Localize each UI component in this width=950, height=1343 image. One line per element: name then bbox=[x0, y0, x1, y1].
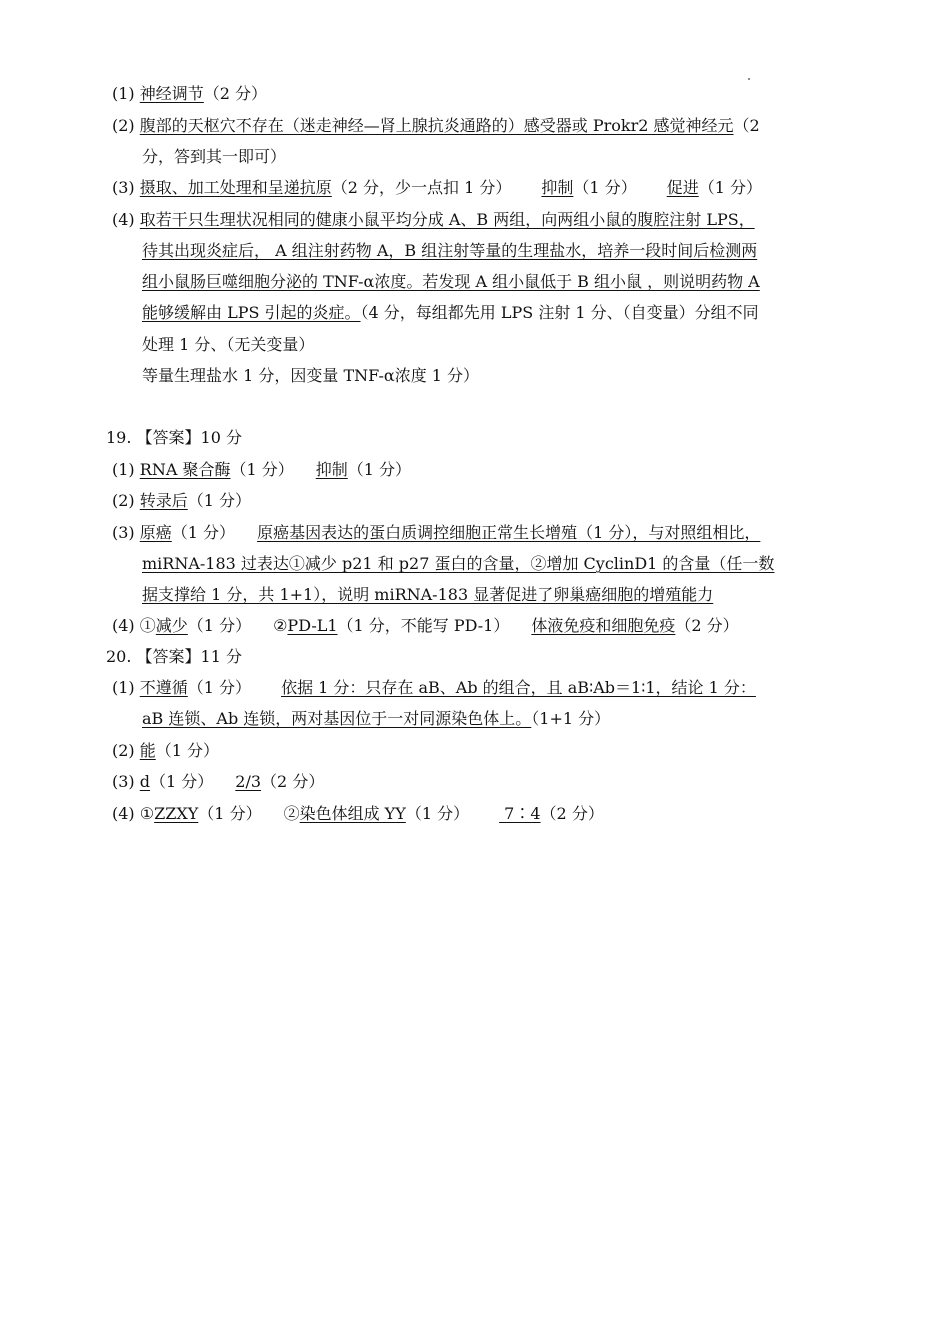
q19-part3-line2: miRNA-183 过表达①减少 p21 和 p27 蛋白的含量，②增加 CyclinD1 的含量（任一数 bbox=[142, 554, 775, 573]
answer: 不遵循 bbox=[139, 678, 188, 697]
answer: 2/3 bbox=[235, 772, 262, 791]
q20-part4: (4) ①ZZXY（1 分） ②染色体组成 YY（1 分） 7∶4（2 分） bbox=[112, 804, 604, 823]
answer: d bbox=[139, 772, 151, 791]
q20-part2: (2) 能（1 分） bbox=[112, 741, 220, 760]
q18-part4-line1: (4) 取若干只生理状况相同的健康小鼠平均分成 A、B 两组，向两组小鼠的腹腔注射 LPS， bbox=[112, 210, 755, 229]
q19-part3-line1: (3) 原癌（1 分） 原癌基因表达的蛋白质调控细胞正常生长增殖（1 分），与对照组相比， bbox=[112, 523, 761, 542]
q18-part4-line3: 组小鼠肠巨噬细胞分泌的 TNF-α浓度。若发现 A 组小鼠低于 B 组小鼠 ，则说明药物 A bbox=[142, 272, 760, 291]
answer: 能够缓解由 LPS 引起的炎症。 bbox=[142, 303, 361, 322]
answer: 染色体组成 YY bbox=[299, 804, 406, 823]
answer: 摄取、加工处理和呈递抗原 bbox=[139, 178, 332, 197]
answer: 减少 bbox=[155, 616, 188, 635]
answer: 神经调节 bbox=[139, 84, 204, 103]
answer: PD-L1 bbox=[287, 616, 338, 635]
answer: 原癌基因表达的蛋白质调控细胞正常生长增殖（1 分），与对照组相比， bbox=[257, 523, 761, 542]
q18-part3: (3) 摄取、加工处理和呈递抗原（2 分，少一点扣 1 分） 抑制（1 分） 促进（1 分） bbox=[112, 178, 762, 197]
q19-part3-line3: 据支撑给 1 分，共 1+1），说明 miRNA-183 显著促进了卵巢癌细胞的增殖能力 bbox=[142, 585, 714, 604]
q20-part3: (3) d（1 分） 2/3（2 分） bbox=[112, 772, 325, 791]
answer: 7∶4 bbox=[499, 804, 541, 823]
q19-part2: (2) 转录后（1 分） bbox=[112, 491, 252, 510]
q18-part2: (2) 腹部的天枢穴不存在（迷走神经—肾上腺抗炎通路的）感受器或 Prokr2 感觉神经元（2 bbox=[112, 116, 760, 135]
q18-part1: (1) 神经调节（2 分） bbox=[112, 84, 268, 103]
answer: 能 bbox=[139, 741, 156, 760]
speck-mark bbox=[748, 78, 750, 80]
answer: 转录后 bbox=[139, 491, 188, 510]
answer: aB 连锁、Ab 连锁，两对基因位于一对同源染色体上。 bbox=[142, 709, 532, 728]
answer: 抑制 bbox=[541, 178, 574, 197]
answer: 腹部的天枢穴不存在（迷走神经—肾上腺抗炎通路的）感受器或 Prokr2 感觉神经元 bbox=[139, 116, 734, 135]
answer: 依据 1 分：只存在 aB、Ab 的组合，且 aB∶Ab＝1∶1，结论 1 分： bbox=[281, 678, 756, 697]
q19-part4: (4) ①减少（1 分） ②PD-L1（1 分，不能写 PD-1） 体液免疫和细胞免疫（2 分） bbox=[112, 616, 739, 635]
answer: 取若干只生理状况相同的健康小鼠平均分成 A、B 两组，向两组小鼠的腹腔注射 LPS， bbox=[139, 210, 755, 229]
q19-part1: (1) RNA 聚合酶（1 分） 抑制（1 分） bbox=[112, 460, 412, 479]
q20-part1-line1: (1) 不遵循（1 分） 依据 1 分：只存在 aB、Ab 的组合，且 aB∶Ab＝1∶1，结论 1 分： bbox=[112, 678, 756, 697]
answer: RNA 聚合酶 bbox=[139, 460, 231, 479]
answer: 抑制 bbox=[315, 460, 348, 479]
q18-part4-line4: 能够缓解由 LPS 引起的炎症。（4 分，每组都先用 LPS 注射 1 分、（自变量）分组不同 bbox=[142, 303, 759, 322]
q18-part4-line5: 处理 1 分、（无关变量） bbox=[142, 335, 315, 354]
answer: 原癌 bbox=[139, 523, 172, 542]
q20-heading: 20. 【答案】11 分 bbox=[106, 647, 242, 666]
q19-heading: 19. 【答案】10 分 bbox=[106, 428, 242, 447]
answer: ZZXY bbox=[154, 804, 199, 823]
answer: 体液免疫和细胞免疫 bbox=[531, 616, 676, 635]
answer: 促进 bbox=[666, 178, 699, 197]
q20-part1-line2: aB 连锁、Ab 连锁，两对基因位于一对同源染色体上。（1+1 分） bbox=[142, 709, 611, 728]
q18-part4-line2: 待其出现炎症后， A 组注射药物 A，B 组注射等量的生理盐水，培养一段时间后检测两 bbox=[142, 241, 758, 260]
q18-part2-cont: 分，答到其一即可） bbox=[142, 147, 287, 166]
q18-part4-line6: 等量生理盐水 1 分，因变量 TNF-α浓度 1 分） bbox=[142, 366, 480, 385]
